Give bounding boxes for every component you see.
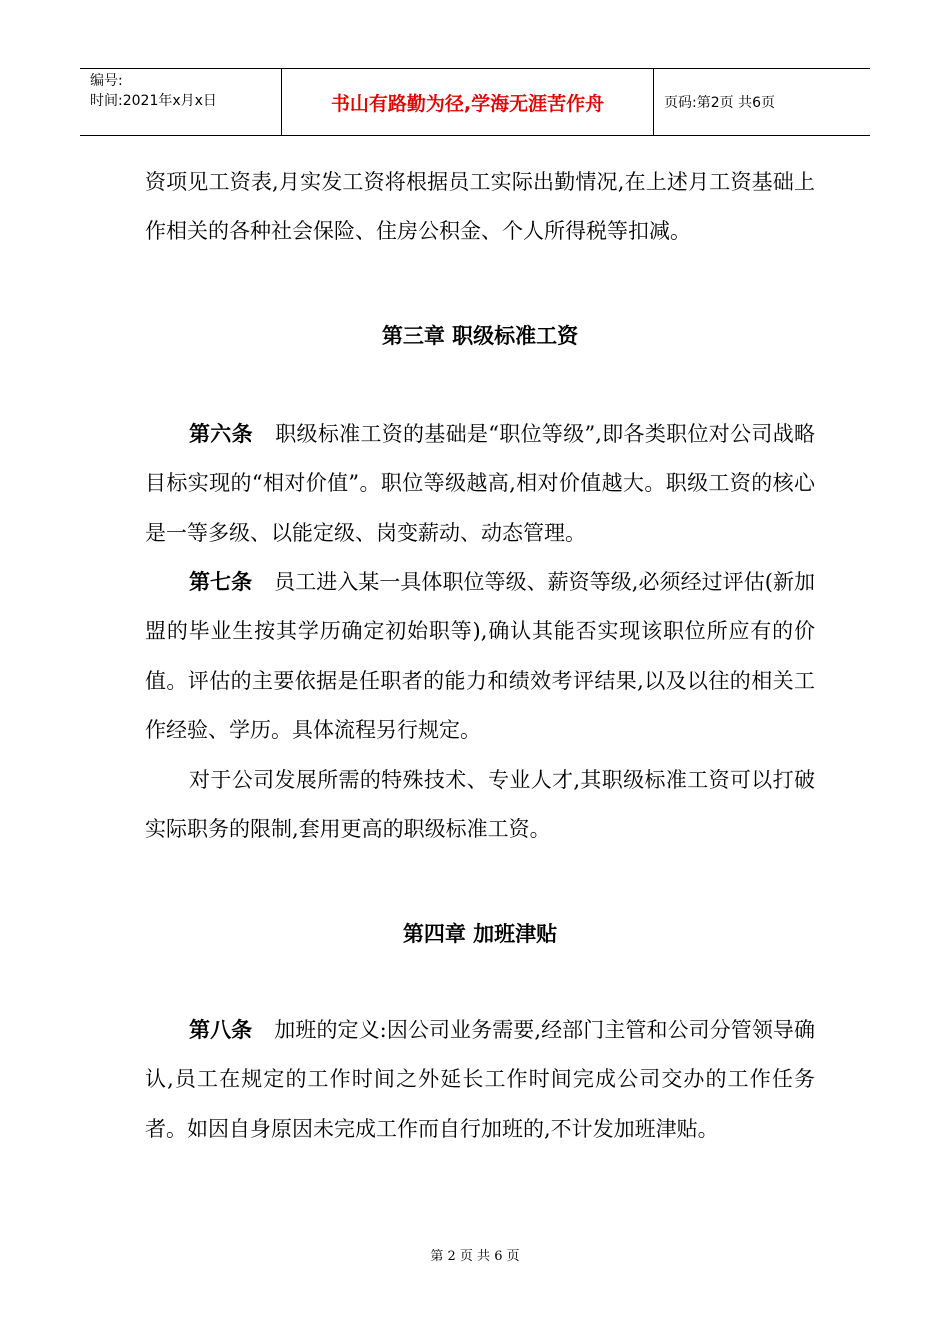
- article-6-label: 第六条: [189, 422, 253, 446]
- article-7-text: 员工进入某一具体职位等级、薪资等级,必须经过评估(新加盟的毕业生按其学历确定初始职等),确认其能否实现该职位所应有的价值。评估的主要依据是任职者的能力和绩效考评结果,以及以往的相关工作经验、学历。具体流程另行规定。: [145, 570, 816, 742]
- number-label: 编号:: [90, 73, 123, 89]
- article-6-paragraph: [145, 410, 815, 558]
- intro-paragraph: 资项见工资表,月实发工资将根据员工实际出勤情况,在上述月工资基础上作相关的各种社会保险、住房公积金、个人所得税等扣减。: [145, 170, 815, 244]
- header-meta: [80, 69, 282, 135]
- header-motto: 书山有路勤为径,学海无涯苦作舟: [282, 69, 654, 135]
- article-8-text: 加班的定义:因公司业务需要,经部门主管和公司分管领导确认,员工在规定的工作时间之外延长工作时间完成公司交办的工作任务者。如因自身原因未完成工作而自行加班的,不计发加班津贴。: [145, 1018, 816, 1141]
- article-8-paragraph: [145, 1006, 815, 1154]
- article-7-label: 第七条: [189, 570, 253, 594]
- article-6-text: 职级标准工资的基础是“职位等级”,即各类职位对公司战略目标实现的“相对价值”。职位等级越高,相对价值越大。职级工资的核心是一等多级、以能定级、岗变薪动、动态管理。: [145, 422, 815, 545]
- page-header: [80, 68, 870, 136]
- page-footer: 第 2 页 共 6 页: [430, 1249, 520, 1264]
- chapter-4-title: 第四章 加班津贴: [402, 922, 558, 946]
- article-8-label: 第八条: [189, 1018, 253, 1042]
- article-7-paragraph: [145, 558, 815, 755]
- header-page-code: 页码:第2页 共6页: [664, 95, 775, 111]
- special-talent-paragraph: 对于公司发展所需的特殊技术、专业人才,其职级标准工资可以打破实际职务的限制,套用更高的职级标准工资。: [145, 768, 815, 842]
- chapter-3-title: 第三章 职级标准工资: [381, 324, 579, 348]
- time-label: 时间:2021年x月x日: [90, 93, 217, 109]
